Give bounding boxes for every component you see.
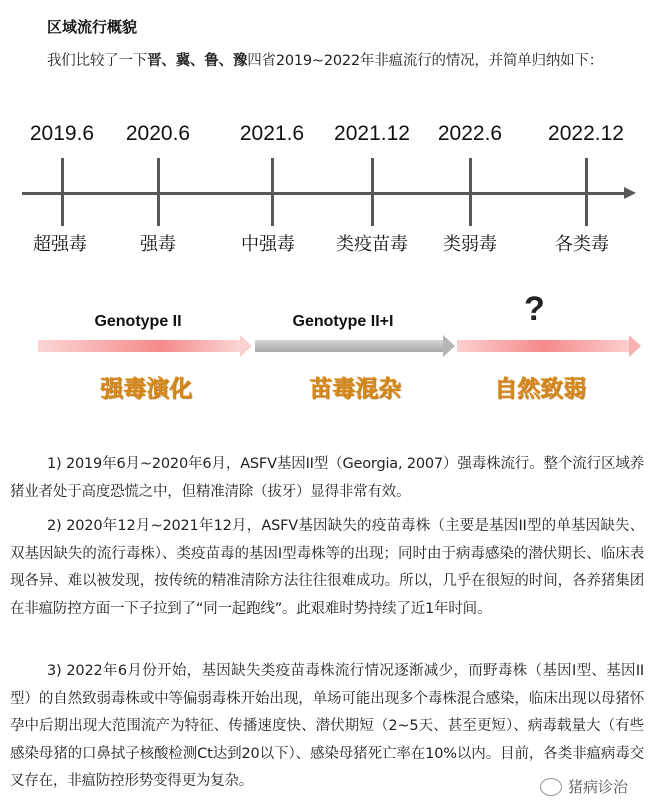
strain-label: 超强毒 bbox=[33, 234, 87, 255]
stage-arrow-1 bbox=[38, 337, 252, 355]
paragraph-2: 2) 2020年12月~2021年12月，ASFV基因缺失的疫苗毒株（主要是基因II型的单基因缺失、双基因缺失的流行毒株）、类疫苗毒的基因I型毒株等的出现；同时由于病毒感染的潜伏期长、临床表现各异、难以被发现，按传统的精准清除方法往往很难成功。所以，几乎在很短的时间，各养猪集团在非瘟防控方面一下子拉到了“同一起跑线”。此艰难时势持续了近1年时间。 bbox=[10, 518, 644, 617]
tick bbox=[157, 158, 160, 226]
stage-arrow-3 bbox=[457, 337, 641, 355]
intro-pre: 我们比较了一下 bbox=[47, 53, 148, 69]
paragraph-1: 1) 2019年6月~2020年6月，ASFV基因II型（Georgia, 2007）强毒株流行。整个流行区域养猪业者处于高度恐慌之中，但精准清除（拔牙）显得非常有效。 bbox=[10, 456, 644, 500]
tick bbox=[371, 158, 374, 226]
strain-label: 类疫苗毒 bbox=[336, 234, 408, 255]
intro-paragraph bbox=[10, 48, 644, 76]
tick bbox=[271, 158, 274, 226]
section-title: 区域流行概貌 bbox=[47, 18, 138, 36]
strain-label: 各类毒 bbox=[555, 234, 609, 255]
date-label: 2021.6 bbox=[239, 122, 305, 145]
date-label: 2022.12 bbox=[548, 122, 624, 145]
date-label: 2022.6 bbox=[437, 122, 503, 145]
tick bbox=[585, 158, 588, 226]
date-label: 2020.6 bbox=[125, 122, 191, 145]
tick bbox=[469, 158, 472, 226]
wechat-icon bbox=[540, 778, 562, 796]
tick bbox=[61, 158, 64, 226]
genotype-label: Genotype II+I bbox=[292, 313, 394, 330]
question-mark: ? bbox=[524, 290, 545, 328]
intro-post: 四省2019~2022年非瘟流行的情况，并简单归纳如下： bbox=[247, 53, 604, 69]
timeline-axis bbox=[22, 192, 627, 195]
intro-provinces: 晋、冀、鲁、豫 bbox=[147, 53, 248, 69]
stage-label: 自然致弱 bbox=[494, 376, 586, 402]
strain-label: 强毒 bbox=[140, 234, 176, 255]
watermark-text: 猪病诊治 bbox=[568, 778, 629, 796]
strain-label: 中强毒 bbox=[241, 234, 295, 255]
genotype-label: Genotype II bbox=[94, 313, 182, 330]
date-label: 2021.12 bbox=[334, 122, 410, 145]
timeline-figure bbox=[0, 110, 657, 420]
stage-label: 强毒演化 bbox=[100, 376, 192, 402]
date-label: 2019.6 bbox=[29, 122, 95, 145]
watermark bbox=[540, 776, 628, 797]
strain-label: 类弱毒 bbox=[443, 234, 497, 255]
stage-label: 苗毒混杂 bbox=[309, 376, 401, 402]
paragraph-3: 3) 2022年6月份开始，基因缺失类疫苗毒株流行情况逐渐减少，而野毒株（基因I型、基因II型）的自然致弱毒株或中等偏弱毒株开始出现，单场可能出现多个毒株混合感染，临床出现以母猪怀孕中后期出现大范围流产为特征、传播速度快、潜伏期短（2~5天、甚至更短）、病毒载量大（有些感染母猪的口鼻拭子核酸检测Ct达到20以下）、感染母猪死亡率在10%以内。目前，各类非瘟病毒交叉存在，非瘟防控形势变得更为复杂。 bbox=[10, 663, 644, 789]
axis-arrowhead bbox=[624, 187, 636, 199]
stage-arrow-2 bbox=[255, 337, 455, 355]
